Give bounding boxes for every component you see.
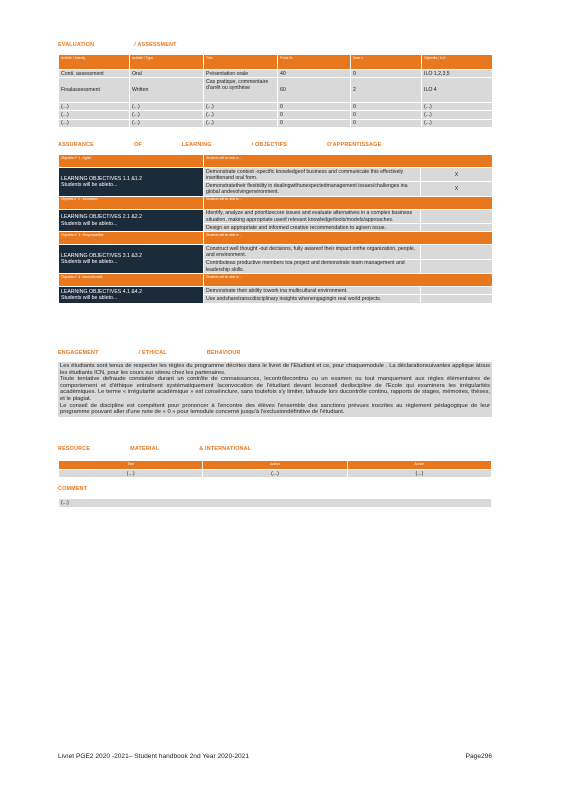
learning-objective-sub: Students will be ableto... <box>61 294 118 301</box>
resource-title-part: MATERIAL <box>130 446 160 452</box>
table-cell: Conti. assessment <box>59 70 130 78</box>
table-cell: (...) <box>59 103 130 111</box>
page-footer <box>58 753 492 760</box>
table-cell: (...) <box>59 470 203 478</box>
learning-objective-cell <box>59 209 204 232</box>
table-cell: 0 <box>351 103 422 111</box>
table-cell: (...) <box>59 119 130 127</box>
objective-header: Students will be able to ... <box>204 155 493 168</box>
objective-header: Objectifs n° 3 : Responsabilité <box>59 232 204 245</box>
eval-header: Objectifs / ILO <box>422 55 493 70</box>
learning-objective-cell <box>59 245 204 274</box>
comment-table <box>58 498 492 508</box>
objective-mark: X <box>421 182 493 196</box>
table-cell: Oral <box>130 70 204 78</box>
objective-header: Objectifs n° 2 : Innovation <box>59 196 204 209</box>
engagement-title-part: / ETHICAL <box>138 350 167 356</box>
table-row <box>59 245 493 259</box>
table-cell: Finalassessment <box>59 78 130 103</box>
table-cell: 0 <box>278 119 351 127</box>
table-cell: Written <box>130 78 204 103</box>
learning-objective-label: LEARNING OBJECTIVES 1.1 &1.2 <box>61 175 143 182</box>
assurance-table <box>58 154 493 304</box>
learning-objective-sub: Students will be ableto... <box>61 220 118 227</box>
objective-mark <box>421 245 493 259</box>
table-row <box>59 470 492 478</box>
engagement-paragraph: Les étudiants sont tenus de respecter les règles du programme décrites dans le livret de l'Etudiant et ce, pour chaquemodule . La déclarationsuivantes applique àtous les étudiants ICN, pour les cours sur siteou chez les partenaires. <box>60 363 490 376</box>
resource-header: Titre <box>59 461 203 470</box>
table-row <box>59 119 493 127</box>
assurance-title-part: LEARNING <box>181 142 212 148</box>
objective-header-row <box>59 196 493 209</box>
table-row <box>59 209 493 223</box>
table-cell: (...) <box>130 119 204 127</box>
learning-objective-label: LEARNING OBJECTIVES 4.1 &4.2 <box>61 288 143 295</box>
table-cell: Présentation orale <box>204 70 278 78</box>
table-cell: (...) <box>130 111 204 119</box>
comment-title: COMMENT <box>58 486 88 492</box>
table-cell: (...) <box>204 111 278 119</box>
table-cell: ILO 1,2,3,5 <box>422 70 493 78</box>
resource-header: Année <box>347 461 491 470</box>
comment-value: (...) <box>59 499 492 508</box>
objective-item: Contributeas productive members toa project and demonstrate team management and leadership skills. <box>204 259 421 273</box>
table-cell: 0 <box>351 119 422 127</box>
footer-text: Livret PGE2 2020 -2021– Student handbook 2nd Year 2020-2021 <box>58 753 250 760</box>
table-cell: 0 <box>278 111 351 119</box>
table-cell: 0 <box>351 111 422 119</box>
table-row <box>59 168 493 182</box>
resource-header: Auteur <box>203 461 347 470</box>
engagement-paragraph: Le conseil de discipline est compétent pour prononcer à l'encontre des élèves l'ensemble des sanctions prévues inscrites au règlement pédagogique de leur programme pouvant aller d'une note de « 0 » pour lemodule concerné jusqu'à l'exclusiondéfinitive de l'étudiant. <box>60 402 490 416</box>
assurance-title-part: D'APPRENTISSAGE <box>327 142 382 148</box>
learning-objective-label: LEARNING OBJECTIVES 3.1 &3.2 <box>61 253 143 260</box>
learning-objective-sub: Students will be ableto... <box>61 259 118 266</box>
objective-mark <box>421 295 493 303</box>
table-row <box>59 499 492 508</box>
objective-mark: X <box>421 168 493 182</box>
table-cell: (...) <box>204 103 278 111</box>
assurance-title-part: ASSURANCE <box>58 142 94 148</box>
table-row <box>59 103 493 111</box>
engagement-title <box>58 350 281 356</box>
table-cell: 60 <box>278 78 351 103</box>
evaluation-title-part: / ASSESSMENT <box>134 42 177 48</box>
objective-item: Use andsharetranscdisciplinary insights whenengagingin real world projects. <box>204 295 421 303</box>
objective-item: Demonstrate their ability towork ina multicultural environment. <box>204 287 421 295</box>
objective-item: Demonstrate context -specific knowledgeof business and communicate this effectively inwrittenand oral form. <box>204 168 421 182</box>
table-cell: 0 <box>278 103 351 111</box>
table-cell: ILO 4 <box>422 78 493 103</box>
table-cell: 0 <box>351 70 422 78</box>
table-row <box>59 287 493 295</box>
objective-item: Identify, analyze and prioritizecore issues and evaluate alternatives in a complex business situation, making appropriate useof relevant knowledge/tools/models/approaches. <box>204 209 421 223</box>
page-number: Page296 <box>465 753 492 760</box>
evaluation-title-part: EVALUATION <box>58 42 95 48</box>
resource-table <box>58 460 492 478</box>
table-cell: (...) <box>422 103 493 111</box>
objective-mark <box>421 259 493 273</box>
objective-header-row <box>59 232 493 245</box>
learning-objective-cell <box>59 168 204 197</box>
eval-header: Titre <box>204 55 278 70</box>
table-cell: (...) <box>204 119 278 127</box>
engagement-text <box>58 362 492 417</box>
objective-item: Construct well thought -out decisions, fully awareof their impact onthe organization, people, and environment. <box>204 245 421 259</box>
engagement-title-part: ENGAGEMENT <box>58 350 99 356</box>
objective-header-row <box>59 274 493 287</box>
objective-mark <box>421 209 493 223</box>
eval-header: Note ± <box>351 55 422 70</box>
objective-header: Students will be able to ... <box>204 232 493 245</box>
learning-objective-cell <box>59 287 204 303</box>
objective-item: Design an appropriate and informed creative recommendation to agiven issue. <box>204 224 421 232</box>
resource-title-part: RESOURCE <box>58 446 91 452</box>
table-row <box>59 70 493 78</box>
table-cell: (...) <box>422 119 493 127</box>
table-cell: (...) <box>347 470 491 478</box>
evaluation-title <box>58 42 217 48</box>
evaluation-table <box>58 54 493 128</box>
eval-header: Activité / Type <box>130 55 204 70</box>
table-cell: (...) <box>422 111 493 119</box>
learning-objective-label: LEARNING OBJECTIVES 2.1 &2.2 <box>61 214 143 221</box>
table-cell: (...) <box>59 111 130 119</box>
objective-header: Objectifs n° 1 : Agilité <box>59 155 204 168</box>
eval-header: Poids % <box>278 55 351 70</box>
table-cell: (...) <box>130 103 204 111</box>
objective-header-row <box>59 155 493 168</box>
table-cell: 40 <box>278 70 351 78</box>
objective-item: Demonstratetheir flexibility in dealingwithunexpectedmanagement issues/challenges ina global andevolvingenvironment. <box>204 182 421 196</box>
table-cell: (...) <box>203 470 347 478</box>
objective-mark <box>421 224 493 232</box>
objective-header: Objectifs n° 4 : Interculturalité <box>59 274 204 287</box>
table-cell: Cas pratique, commentaire d'arrêt ou synthèse <box>204 78 278 103</box>
engagement-title-part: BEHAVIOUR <box>206 350 241 356</box>
resource-title <box>58 446 291 452</box>
objective-header: Students will be able to ... <box>204 196 493 209</box>
engagement-paragraph: Toute tentative defraude constatée durant un contrôle de connaissances, lecontrôlecontinu ou un examen ou tout manquement aux règles élémentaires de comportement et d'éthique entraînent systématiquement laconvocation de l'étudiant devant leconseil dediscipline de l'Ecole qui examinera les irrégularités académiques. Le terme « irrégularité académique » est conséinclure, sans toutefois s'y limiter, lafraude lors ducontrôle continu, rapports de stages, mémoires, thèses, et le plagiat. <box>60 376 490 402</box>
learning-objective-sub: Students will be ableto... <box>61 181 118 188</box>
table-cell: 2 <box>351 78 422 103</box>
objective-mark <box>421 287 493 295</box>
resource-title-part: & INTERNATIONAL <box>199 446 252 452</box>
eval-header: Activité / Activity <box>59 55 130 70</box>
table-row <box>59 78 493 103</box>
assurance-title-part: OF <box>133 142 142 148</box>
assurance-title-part: / OBJECTIFS <box>251 142 288 148</box>
table-row <box>59 111 493 119</box>
assurance-title <box>58 142 421 148</box>
objective-header: Students will be able to ... <box>204 274 493 287</box>
